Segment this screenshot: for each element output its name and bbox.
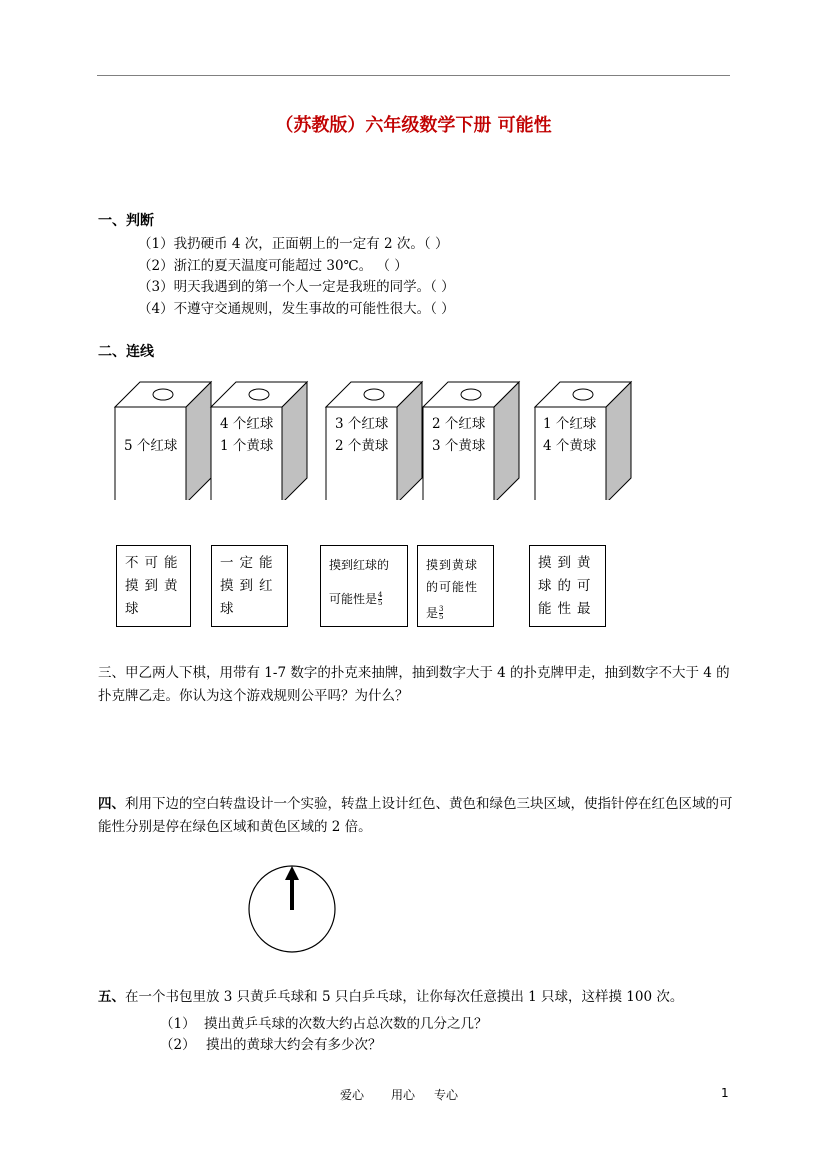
- card-yellow-prob: [417, 545, 494, 627]
- box-2-line2: 1 个黄球: [220, 438, 274, 454]
- page-number: 1: [721, 1086, 729, 1100]
- box-5-line1: 1 个红球: [543, 416, 597, 432]
- card-certain-red: [211, 545, 288, 627]
- card-4-line2: 的可能性: [426, 580, 479, 594]
- question-2-text: 摸出的黄球大约会有多少次？: [206, 1037, 382, 1053]
- fraction-three-fifths: $\frac{3}{5}$: [439, 605, 444, 621]
- box-4-line1: 2 个红球: [432, 416, 486, 432]
- card-impossible-yellow: [116, 545, 191, 627]
- box-5-line2: 4 个黄球: [543, 438, 597, 454]
- judge-item-4: （4）不遵守交通规则，发生事故的可能性很大。（ ）: [138, 301, 455, 317]
- question-1-text: 摸出黄乒乓球的次数大约占总次数的几分之几？: [204, 1016, 488, 1032]
- box-4-line2: 3 个黄球: [432, 438, 486, 454]
- card-red-prob: [320, 545, 408, 627]
- box-2-line1: 4 个红球: [220, 416, 274, 432]
- question-2-num: （2）: [160, 1037, 196, 1053]
- box-1-hole: [153, 389, 173, 400]
- question-1-num: （1）: [160, 1016, 196, 1032]
- card-2-text: 一定能摸到红球: [220, 555, 279, 617]
- card-3-line1: 摸到红球的: [329, 558, 390, 572]
- page-title: （苏教版）六年级数学下册 可能性: [275, 115, 552, 136]
- section4-text: 利用下边的空白转盘设计一个实验，转盘上设计红色、黄色和绿色三块区域，使指针停在红色区域的可能性分别是停在绿色区域和黄色区域的 2 倍。: [98, 796, 733, 835]
- section4-paragraph: [98, 793, 734, 839]
- spinner-drawing: [247, 862, 337, 958]
- card-4-line3: 是 $\frac{3}{5}$: [426, 605, 444, 621]
- card-yellow-most: [529, 545, 606, 627]
- judge-item-2: （2）浙江的夏天温度可能超过 30℃。 （ ）: [138, 258, 408, 274]
- card-1-text: 不可能摸到黄球: [125, 555, 184, 617]
- footer-middle: 用心: [391, 1088, 416, 1102]
- footer-right: 专心: [434, 1088, 459, 1102]
- section5-paragraph: [98, 986, 734, 1009]
- section2-heading: 二、连线: [98, 344, 154, 360]
- box-5-hole: [573, 389, 593, 400]
- section5-text: 在一个书包里放 3 只黄乒乓球和 5 只白乒乓球，让你每次任意摸出 1 只球，这样摸 100 次。: [125, 989, 684, 1005]
- box-3-line1: 3 个红球: [335, 416, 389, 432]
- fraction-four-fifths: $\frac{4}{5}$: [378, 591, 383, 607]
- section3-text: 三、甲乙两人下棋，用带有 1-7 数字的扑克来抽牌，抽到数字大于 4 的扑克牌甲走，抽到数字不大于 4 的扑克牌乙走。你认为这个游戏规则公平吗？为什么？: [98, 665, 730, 704]
- judge-item-1: （1）我扔硬币 4 次，正面朝上的一定有 2 次。（ ）: [138, 236, 449, 252]
- box-2-hole: [249, 389, 269, 400]
- box-3-line2: 2 个黄球: [335, 438, 389, 454]
- box-3-hole: [364, 389, 384, 400]
- judge-item-3: （3）明天我遇到的第一个人一定是我班的同学。（ ）: [138, 279, 455, 295]
- card-5-text: 摸到黄球的可能性最: [538, 555, 597, 617]
- section5-label: 五、: [98, 989, 125, 1005]
- card-4-line1: 摸到黄球: [426, 558, 479, 572]
- section4-label: 四、: [98, 796, 125, 812]
- cube-boxes-drawing: [0, 0, 827, 500]
- footer-left: 爱心: [340, 1088, 365, 1102]
- box-4-hole: [461, 389, 481, 400]
- section1-heading: 一、判断: [98, 213, 154, 229]
- box-1-line1: 5 个红球: [124, 438, 178, 454]
- card-3-line2: 可能性是 $\frac{4}{5}$: [329, 591, 383, 607]
